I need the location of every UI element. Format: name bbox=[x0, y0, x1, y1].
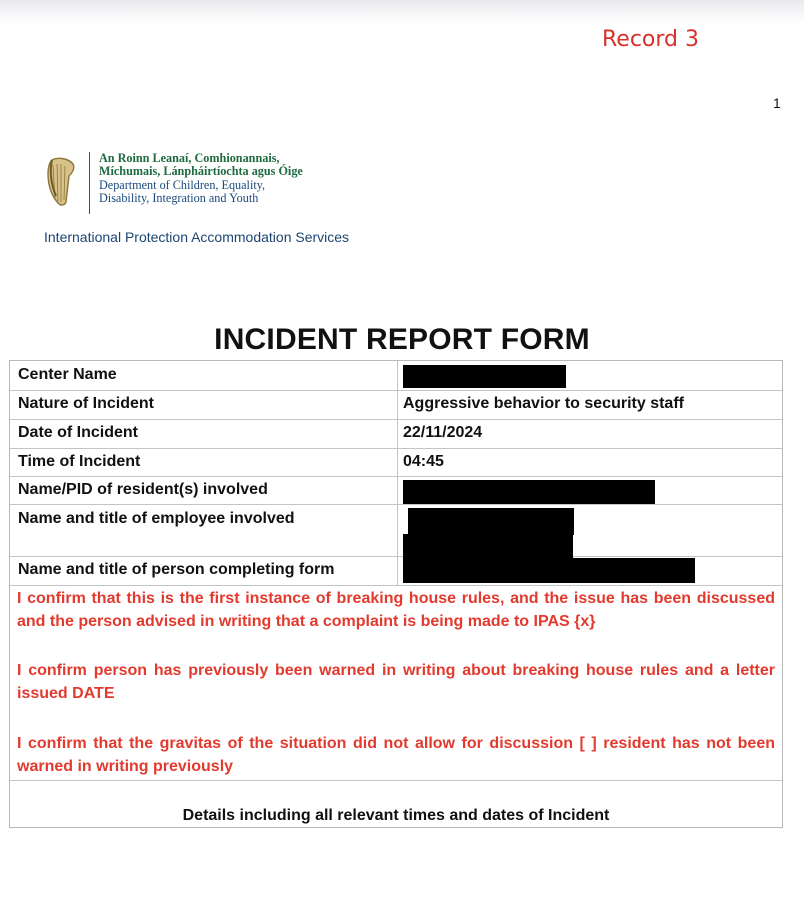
label-person-completing-form: Name and title of person completing form bbox=[18, 561, 335, 578]
department-irish-line-1: An Roinn Leanaí, Comhionannais, bbox=[99, 151, 280, 165]
top-shadow bbox=[0, 0, 804, 24]
department-name bbox=[99, 152, 303, 205]
label-center-name: Center Name bbox=[18, 366, 117, 383]
department-english-line-2: Disability, Integration and Youth bbox=[99, 190, 259, 205]
row-divider bbox=[10, 556, 782, 557]
department-english-line-1: Department of Children, Equality, bbox=[99, 177, 266, 192]
confirmation-previously-warned: I confirm person has previously been warned in writing about breaking house rules and a letter issued DATE bbox=[17, 662, 775, 702]
department-irish-line-2: Míchumais, Lánpháirtíochta agus Óige bbox=[99, 164, 303, 179]
row-divider bbox=[10, 476, 782, 477]
details-heading: Details including all relevant times and dates of Incident bbox=[182, 807, 610, 824]
redacted-person-completing-form bbox=[403, 558, 695, 583]
record-label: Record 3 bbox=[602, 27, 700, 52]
value-time-of-incident: 04:45 bbox=[403, 453, 444, 470]
confirmation-first-instance: I confirm that this is the first instance of breaking house rules, and the issue has been discussed and the person advised in writing that a complaint is being made to IPAS {x} bbox=[17, 590, 775, 630]
label-resident-involved: Name/PID of resident(s) involved bbox=[18, 481, 268, 498]
column-divider bbox=[397, 361, 398, 585]
label-time-of-incident: Time of Incident bbox=[18, 453, 141, 470]
incident-form-table bbox=[9, 360, 783, 828]
label-nature-of-incident: Nature of Incident bbox=[18, 395, 155, 412]
page-number: 1 bbox=[773, 95, 781, 111]
redacted-center-name bbox=[403, 365, 566, 388]
value-nature-of-incident: Aggressive behavior to security staff bbox=[403, 395, 684, 412]
redacted-employee-involved bbox=[403, 534, 573, 559]
row-divider bbox=[10, 585, 782, 586]
row-divider bbox=[10, 390, 782, 391]
row-divider bbox=[10, 780, 782, 781]
value-date-of-incident: 22/11/2024 bbox=[403, 424, 483, 441]
label-employee-involved: Name and title of employee involved bbox=[18, 510, 295, 527]
redacted-employee-involved bbox=[408, 508, 574, 535]
row-divider bbox=[10, 504, 782, 505]
row-divider bbox=[10, 448, 782, 449]
label-date-of-incident: Date of Incident bbox=[18, 424, 139, 441]
confirmation-gravitas: I confirm that the gravitas of the situation did not allow for discussion [ ] resident has not been warned in writing previously bbox=[17, 735, 775, 775]
harp-icon bbox=[44, 156, 78, 208]
form-title: INCIDENT REPORT FORM bbox=[214, 323, 590, 356]
redacted-resident-involved bbox=[403, 480, 655, 504]
row-divider bbox=[10, 419, 782, 420]
logo-divider bbox=[89, 152, 90, 214]
service-name: International Protection Accommodation Services bbox=[44, 229, 350, 245]
